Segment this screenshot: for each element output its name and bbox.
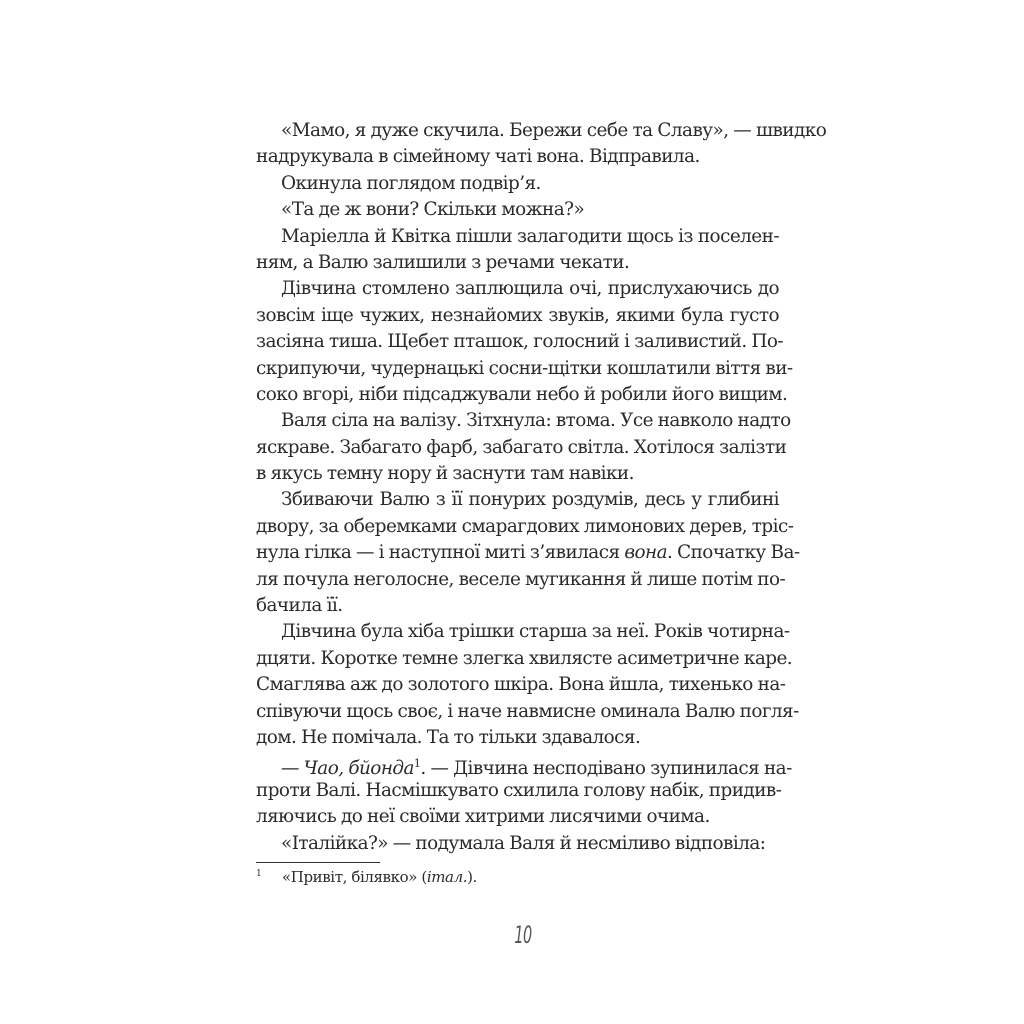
text-line: Смаглява аж до золотого шкіра. Вона йшла, тихенько на- (256, 674, 786, 696)
text-line: Окинула поглядом подвір’я. (281, 172, 541, 194)
text-line: Маріелла й Квітка пішли залагодити щось із поселен- (281, 225, 779, 247)
footnote-italic: італ. (426, 868, 468, 886)
text-segment: нула гілка — і наступної миті з’явилася (256, 542, 625, 564)
italic-text: Чао, бйонда (303, 758, 414, 780)
text-line (256, 540, 800, 566)
footnote-mark: 1 (256, 869, 262, 879)
text-line: «Мамо, я дуже скучила. Бережи себе та Славу», — швидко (281, 120, 827, 141)
text-line: проти Валі. Насмішкувато схилила голову набік, придив- (256, 779, 782, 801)
text-line: Дівчина була хіба трішки старша за неї. Років чотирна- (281, 621, 790, 643)
footnote (256, 868, 477, 886)
text-line: Дівчина стомлено заплющила очі, прислухаючись до (281, 278, 779, 300)
text-line: яскраве. Забагато фарб, забагато світла. Хотілося залізти (256, 436, 787, 458)
text-line: дом. Не помічала. Та то тільки здавалося. (256, 726, 641, 748)
text-line: ляючись до неї своїми хитрими лисячими очима. (256, 806, 710, 828)
text-line: бачила її. (256, 595, 343, 617)
text-line: надрукувала в сімейному чаті вона. Відправила. (256, 146, 700, 168)
italic-text: вона (624, 542, 667, 564)
text-line: Валя сіла на валізу. Зітхнула: втома. Усе навколо надто (281, 410, 791, 432)
footnote-reference[interactable]: 1 (413, 757, 421, 771)
text-line: дцяти. Коротке темне злегка хвилясте асиметричне каре. (256, 647, 793, 669)
text-line: засіяна тиша. Щебет пташок, голосний і заливистий. По- (256, 331, 784, 353)
text-line: двору, за оберемками смарагдових лимонових дерев, тріс- (256, 515, 794, 537)
text-line: співуючи щось своє, і наче навмисне оминала Валю погля- (256, 700, 799, 722)
text-line: «Італійка?» — подумала Валя й несміливо відповіла: (281, 832, 766, 854)
text-segment: — (281, 758, 304, 780)
text-line: зовсім іще чужих, незнайомих звуків, якими була густо (256, 304, 779, 326)
text-line: ням, а Валю залишили з речами чекати. (256, 251, 630, 273)
footnote-text-after: ). (467, 868, 477, 886)
footnote-text-before: «Привіт, білявко» ( (282, 868, 427, 886)
text-line: соко вгорі, ніби підсаджували небо й робили його вищим. (256, 383, 788, 405)
text-line: в якусь темну нору й заснути там навіки. (256, 463, 634, 485)
page-number: 10 (514, 921, 532, 949)
text-line (256, 751, 792, 780)
text-line: ля почула неголосне, веселе мугикання й лише потім по- (256, 568, 786, 590)
text-segment: . — Дівчина несподівано зупинилася на- (420, 758, 792, 780)
text-line: «Та де ж вони? Скільки можна?» (281, 199, 585, 221)
text-line: Збиваючи Валю з її понурих роздумів, десь у глибині (281, 489, 779, 511)
footnote-separator (256, 862, 380, 863)
text-segment: . Спочатку Ва- (666, 542, 800, 564)
body-text (256, 118, 827, 857)
text-line: скрипуючи, чудернацькі сосни-щітки кошлатили віття ви- (256, 357, 793, 379)
